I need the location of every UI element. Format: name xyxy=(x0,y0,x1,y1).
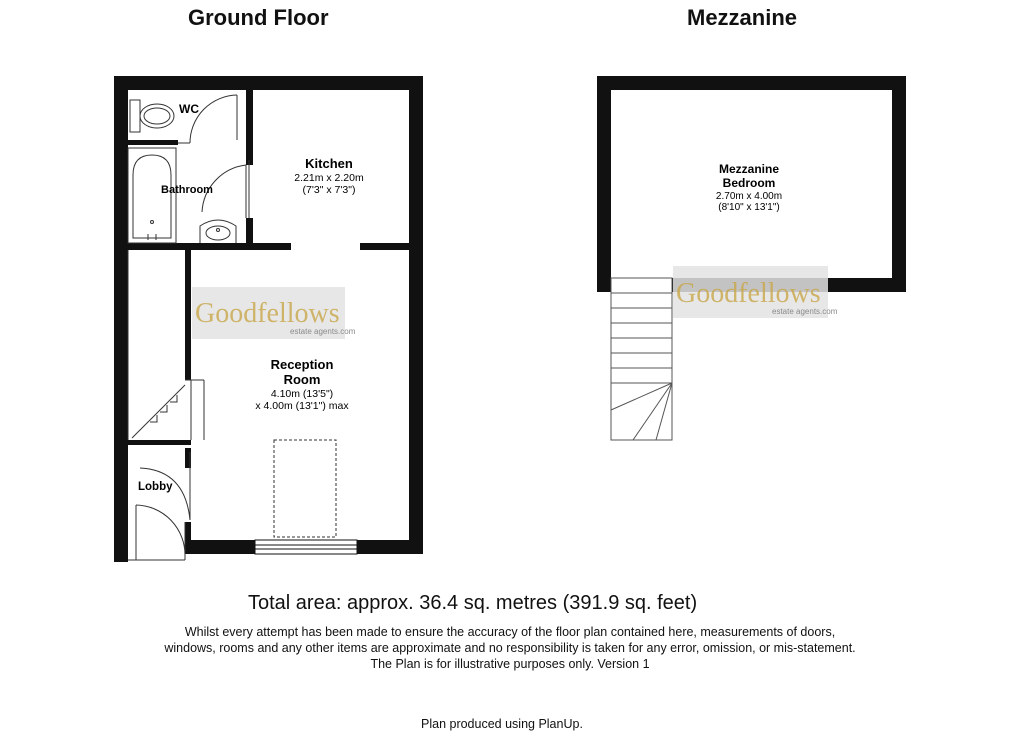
mezzanine-heading: Mezzanine xyxy=(687,5,798,30)
bathroom-label: Bathroom xyxy=(161,184,213,196)
lobby-door-icon xyxy=(128,452,190,560)
toilet-icon xyxy=(130,100,174,132)
watermark-mezzanine xyxy=(673,266,838,318)
reception-label-2: Room xyxy=(283,372,321,387)
watermark-ground xyxy=(192,287,356,339)
disclaimer-text: Whilst every attempt has been made to ensure the accuracy of the floor plan contained here, measurements of doors, windows, rooms and any other items are approximate and no responsibility is taken for any error, omission, or mis-statement. The Plan is for illustrative purposes only. Version 1 xyxy=(164,625,856,671)
ground-floor-heading: Ground Floor xyxy=(188,5,329,30)
rug-outline xyxy=(274,440,336,537)
mezz-dims-imperial: (8'10" x 13'1") xyxy=(718,202,780,213)
kitchen-dims-imperial: (7'3" x 7'3") xyxy=(302,184,356,196)
stairs-icon xyxy=(128,250,204,440)
watermark-sub-2: estate agents.com xyxy=(772,307,838,316)
total-area: Total area: approx. 36.4 sq. metres (391.9 sq. feet) xyxy=(248,592,698,614)
reception-window xyxy=(255,540,357,554)
produced-by: Plan produced using PlanUp. xyxy=(421,717,583,731)
watermark-sub: estate agents.com xyxy=(290,327,356,336)
reception-dims-2: x 4.00m (13'1") max xyxy=(255,400,349,412)
watermark-brand: Goodfellows xyxy=(195,298,340,329)
kitchen-dims-metric: 2.21m x 2.20m xyxy=(294,172,364,184)
reception-label-1: Reception xyxy=(270,357,334,372)
reception-dims-1: 4.10m (13'5") xyxy=(270,388,334,400)
lobby-label: Lobby xyxy=(138,481,173,493)
basin-icon xyxy=(200,220,236,243)
ground-floor-plan xyxy=(114,76,423,562)
mezzanine-plan xyxy=(597,76,906,440)
mezz-dims-metric: 2.70m x 4.00m xyxy=(715,191,783,202)
mezz-bedroom-label-1: Mezzanine xyxy=(718,162,780,176)
kitchen-label: Kitchen xyxy=(305,156,353,171)
watermark-brand-2: Goodfellows xyxy=(676,278,821,309)
wc-label: WC xyxy=(179,102,199,116)
mezzanine-stairs-icon xyxy=(611,278,672,440)
mezz-bedroom-label-2: Bedroom xyxy=(722,176,776,190)
